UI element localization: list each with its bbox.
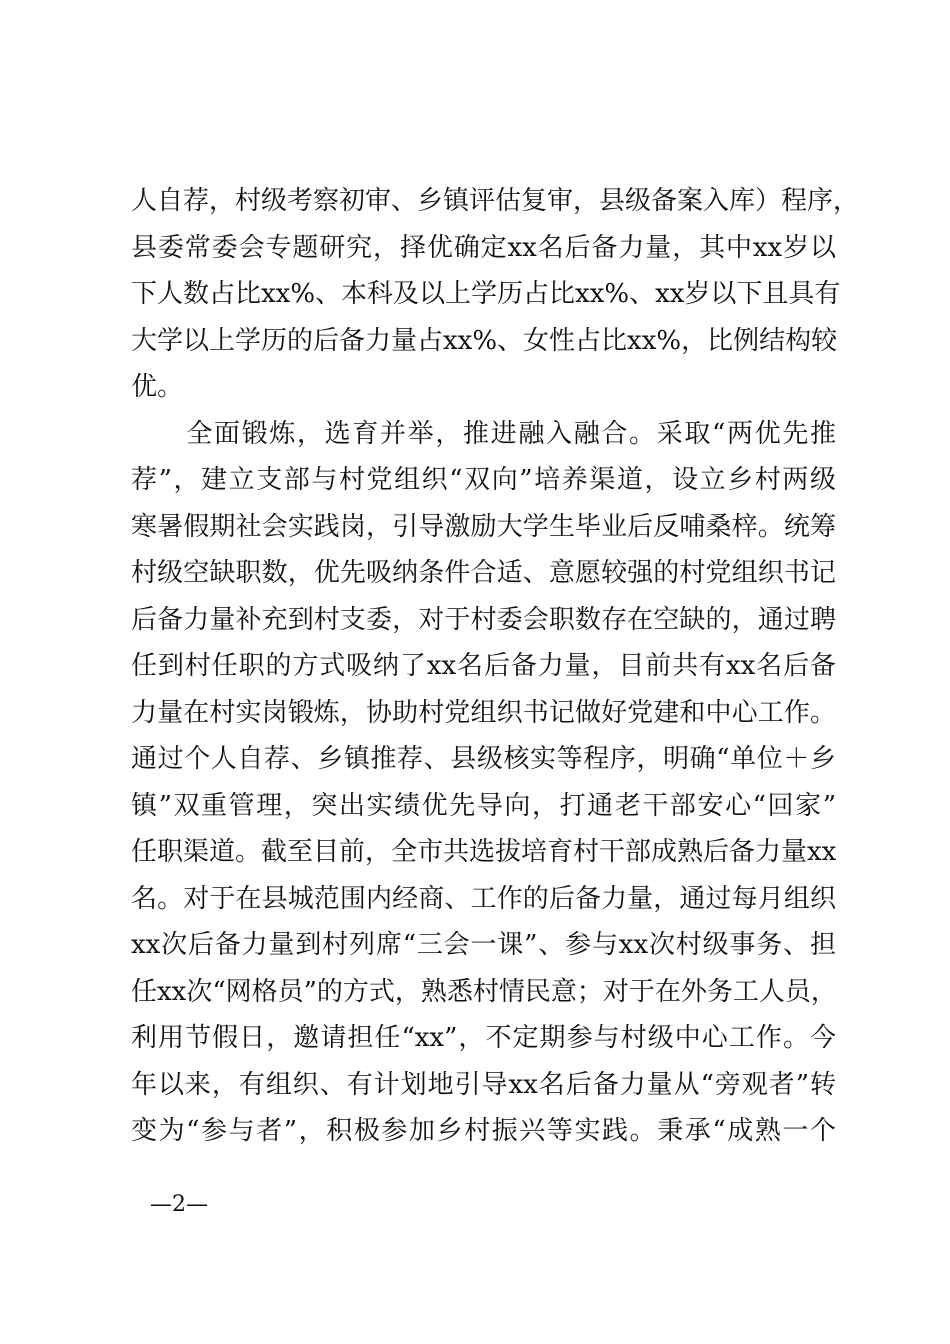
page-number: —2— <box>150 1192 208 1217</box>
text-line: 任到村任职的方式吸纳了xx名后备力量，目前共有xx名后备 <box>131 651 836 681</box>
text-line: 荐”，建立支部与村党组织“双向”培养渠道，设立乡村两级 <box>131 465 836 495</box>
text-line: 利用节假日，邀请担任“xx”，不定期参与村级中心工作。今 <box>131 1023 836 1053</box>
text-line: 村级空缺职数，优先吸纳条件合适、意愿较强的村党组织书记 <box>131 558 836 588</box>
text-line: 大学以上学历的后备力量占xx%、女性占比xx%，比例结构较 <box>131 325 838 356</box>
text-line: 镇”双重管理，突出实绩优先导向，打通老干部安心“回家” <box>131 790 836 821</box>
text-line: 年以来，有组织、有计划地引导xx名后备力量从“旁观者”转 <box>131 1069 836 1100</box>
text-line: 优。 <box>131 372 184 402</box>
text-line: xx次后备力量到村列席“三会一课”、参与xx次村级事务、担 <box>131 930 836 960</box>
text-line: 任xx次“网格员”的方式，熟悉村情民意；对于在外务工人员， <box>131 976 837 1007</box>
text-line: 变为“参与者”，积极参加乡村振兴等实践。秉承“成熟一个 <box>131 1116 836 1146</box>
text-line: 下人数占比xx%、本科及以上学历占比xx%、xx岁以下且具有 <box>131 279 841 309</box>
text-line: 名。对于在县城范围内经商、工作的后备力量，通过每月组织 <box>131 883 836 914</box>
text-line: 县委常委会专题研究，择优确定xx名后备力量，其中xx岁以 <box>131 232 836 263</box>
body-text <box>131 178 860 1155</box>
text-line: 力量在村实岗锻炼，协助村党组织书记做好党建和中心工作。 <box>131 697 836 728</box>
text-line: 寒暑假期社会实践岗，引导激励大学生毕业后反哺桑梓。统筹 <box>131 511 836 542</box>
text-line: 任职渠道。截至目前，全市共选拔培育村干部成熟后备力量xx <box>131 837 837 867</box>
text-line: 后备力量补充到村支委，对于村委会职数存在空缺的，通过聘 <box>131 604 836 635</box>
text-line: 通过个人自荐、乡镇推荐、县级核实等程序，明确“单位＋乡 <box>131 744 836 774</box>
text-line: 人自荐，村级考察初审、乡镇评估复审，县级备案入库）程序， <box>131 186 860 216</box>
text-line: 全面锻炼，选育并举，推进融入融合。采取“两优先推 <box>131 418 836 449</box>
